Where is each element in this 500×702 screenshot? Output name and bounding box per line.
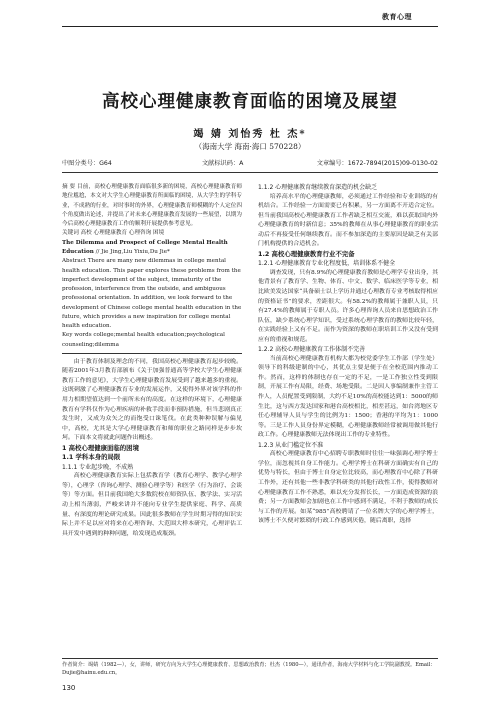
abstract-english <box>62 239 242 350</box>
document-code: 文献标识码：A <box>202 160 244 167</box>
article-number: 文章编号：1672-7894(2015)09-0130-02 <box>316 160 438 167</box>
section-heading-1: 1 高校心理健康面临的困境 <box>62 443 139 452</box>
page-number: 130 <box>62 684 76 692</box>
left-column <box>62 183 242 539</box>
english-keywords: Key words college;mental health education;psychological counseling;dilemma <box>62 332 225 348</box>
section-heading-1-1: 1.1 学科本身的局限 <box>62 453 121 462</box>
section-heading-1-1-1: 1.1.1 专业起步晚，不成熟 <box>62 463 134 471</box>
author-line: 竭 婧 刘怡秀 杜 杰* <box>193 129 307 140</box>
abstract-chinese <box>62 183 242 239</box>
section-tag: 教育心理 <box>382 13 412 21</box>
english-abstract: Abstract There are many new dilemmas in college mental health education. This paper explores these problems from the imperfect development of the subject, immaturity of the profession, interference from the outside, and ambiguous professional orientation. In addition, we look forward to the development of Chinese college mental health education in the future, which provides a new inspiration for college mental health education. <box>62 258 242 330</box>
abstract-block <box>62 183 242 354</box>
section-heading-1-2-1: 1.2.1 心理健康教育专业化程度低，培训体系不健全 <box>258 260 396 268</box>
author-footnote: 作者简介：竭婧（1982—），女，讲师，研究方向为大学生心理健康教育、思想政治教育；杜杰（1980—），通讯作者，海南大学材料与化工学院副教授。Email：Dujie@hainu.edu.cn。 <box>62 658 438 677</box>
paragraph-1-1-1: 高校心理健康教育实际上包括教育学（教育心理学、教学心理学等），心理学（咨询心理学、测验心理学等）和医学（行为治疗、会谈等）等方面。但目前我国绝大多数院校在师资队伍、教学法、实习活动上相当薄弱，严峻来讲并不能向专业学生提供家庭、科学、高质量、有深度的理论研究成果。因此很多教师在学生时期习得的知识实际上并不足以应对将来在心理咨询、大范围大样本研究，心理评估工具开发中遇到的种种问题，给发现造成瓶颈。 <box>62 473 242 537</box>
classification-row <box>62 158 438 173</box>
clc-number: 中图分类号：G64 <box>62 160 112 167</box>
paragraph-1-2-3: 高校心理健康教育中心招聘专职教师时往往一味强调心理学博士学位，而忽视其自身工作能力。心理学博士在科研方面确实有自己的优势与特长，但由于博士自身定位比较高，而心理教育中心除了科研工作外，还有其他一些非教学科研类的其他行政性工作，使得教师对心理健康教育工作不熟悉，难以充分发挥长长，一方面造成资源的浪费；另一方面教师会加剧也在工作中感到不满足，不利于教师的成长与工作的开展。如某“985”高校聘请了一位名牌大学的心理学博士，该博士不久便对繁琐的行政工作感到厌倦，随后离职，选择 <box>258 451 438 525</box>
affiliation: （海南大学 海南·海口 570228） <box>194 142 306 151</box>
paragraph-1-2-2: 当前高校心理健康教育机构大都为校党委学生工作部（学生处）领导下的科级建制的中心，其优点主要是便于在全校范围内推动工作。然而，这样的体制也存在一定的不足，一是工作独立性受到限制，开展工作有局限，经费、场地受限。二是因人事编制兼作主管工作人，人员配置受到限制，大约不足10%的高校能达到1：5000的师生比，这与西方发达国家和港台高校相比，相差甚远，如台湾地区专任心理辅导人员与学生的比例为1：1500；香港的平均为1：1000等。三是工作人员身份界定模糊，心理健康教师经常被调用做其他行政工作。心理健康教师无法体现出工作的专业特性。 <box>258 355 438 439</box>
english-title: The Dilemma and Prospect of College Mental Health Education <box>62 239 228 256</box>
section-heading-1-2: 1.2 高校心理健康教育行业不完备 <box>258 249 355 258</box>
section-heading-1-2-3: 1.2.3 从业门槛定位不准 <box>258 441 324 449</box>
english-authors: // Jie Jing,Liu Yixiu,Du Jie* <box>95 249 170 256</box>
paragraph-1-2-1: 调查发现，只有8.9%的心理健康教育教师是心理学专业出身，其他背景有了教育学、生物、体育、中文、数学、临床医学等专业，相比欧美发达国家“具备硕士以上学历并通过心理教育专业考核取得相应的资格证书”的要求，差距很大。有58.2%的教师属于兼职人员，只有27.4%的教师属于专职人员。许多心理咨询人员来自思想政治工作队伍，缺少系统心理学知识，受过系统心理学教育的教师比较年轻，在实践经验上又有不足。而作为资深的教师在职培训工作又没有受到应有的重视和规范。 <box>258 269 438 343</box>
paragraph-1-1-2: 培养高水平的心理健康教师，必须通过工作经验和专业训练的有机结合。工作经验一方面需要已有积累，另一方面离不开适合定位。但当前我国高校心理健康教育工作者缺乏相互交流，难以获取国内外心理健康教育的时新信息；35%的教师在从事心理健康教育的职业活动后不再接受任何继续教育。而不参加深造的主要原因是缺乏有关部门机构提供的合适机会。 <box>258 193 438 248</box>
intro-paragraph: 由于教育体制及理念的不同，我国高校心理健康教育起步较晚。随着2001年3月教育部颁布《关于加强普通高等学校大学生心理健康教育工作的意见》，大学生心理健康教育发展受到了越来越多的重视。这既刺激了心理健康教育专业的发展运作，又使得外界对该学科的作用力相期望值达到一个前所未有的高度。在这样的环境下，心理健康教育有学科仅作为心理疾病的补救手段而非预防措施，但当悲剧真正发生时，又成为众矢之的而饱受口诛笔伐。在此类种种误解与偏见中，高校，尤其是大学心理健康教育和师的职业之路同样是步步坎坷。下面本文将就此问题作出概述。 <box>62 358 242 442</box>
article-title: 高校心理健康教育面临的困境及展望 <box>102 92 398 112</box>
abstract-cn-text: 摘 要 目前，高校心理健康教育面临很多新的困境，高校心理健康教育师地位尴尬，本文对大学生心理健康教育所面临的困境，从大学生的学科专业，不成熟的行业，对时事时的外界，心理健康教育师模糊的个人定位四个角度做出论述，并提出了对未来心理健康教育发展的一些展望，以期为今后高校心理健康教育工作的顺利开展提供参考意见。 <box>62 184 242 228</box>
right-column <box>258 183 438 527</box>
section-heading-1-1-2: 1.1.2 心理健康教育继续教育深造的机会缺乏 <box>258 184 378 191</box>
keywords-cn: 关键词 高校 心理健康教育 心理咨询 困境 <box>62 230 165 237</box>
section-heading-1-2-2: 1.2.2 高校心理健康教育工作体制不完善 <box>258 346 366 354</box>
